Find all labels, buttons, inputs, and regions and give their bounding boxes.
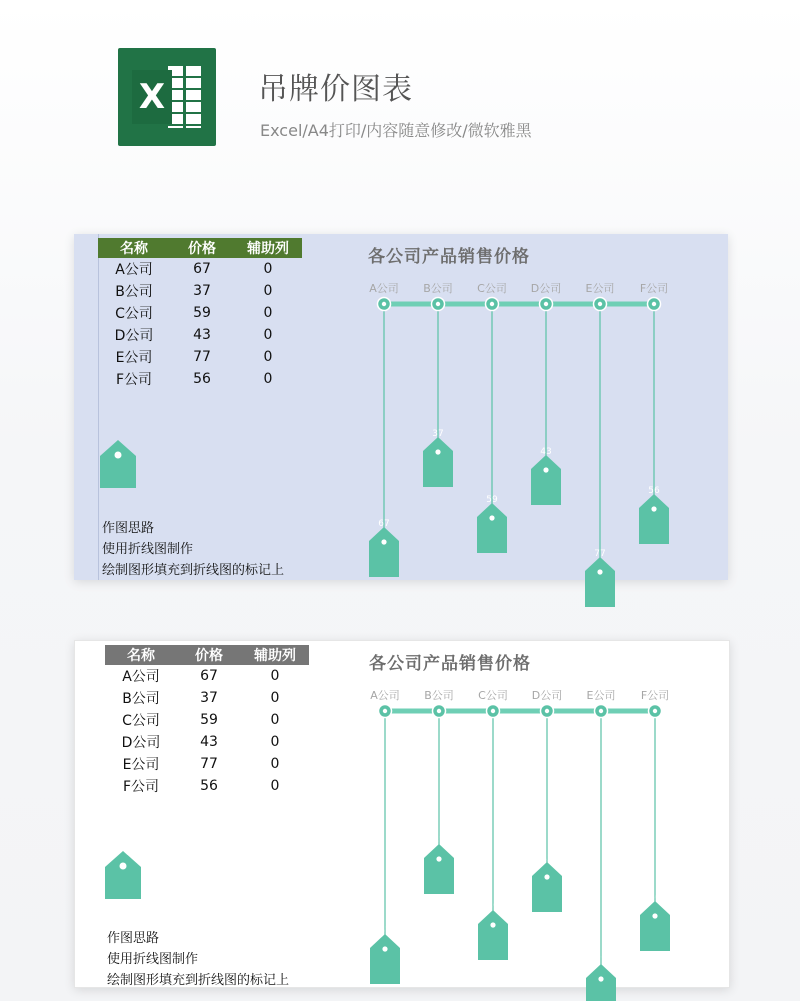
data-label: 37 <box>432 429 444 439</box>
chart-panel-gray <box>74 640 730 988</box>
helper-point-dot <box>491 709 495 713</box>
table-cell[interactable]: A公司 <box>122 669 160 685</box>
table-cell[interactable]: 0 <box>270 712 280 728</box>
category-label: B公司 <box>423 282 453 295</box>
column-header-helper: 辅助列 <box>234 238 302 258</box>
column-header-price: 价格 <box>170 238 234 258</box>
category-label: B公司 <box>424 689 454 702</box>
chart-title: 各公司产品销售价格 <box>368 247 530 267</box>
category-label: C公司 <box>477 282 507 295</box>
table-cell[interactable]: 67 <box>200 668 218 684</box>
hang-tag-chart <box>354 234 724 580</box>
table-cell[interactable]: 56 <box>193 371 211 387</box>
table-row <box>98 368 302 390</box>
table-cell[interactable]: F公司 <box>115 372 153 388</box>
table-row <box>98 280 302 302</box>
table-cell[interactable]: 77 <box>193 349 211 365</box>
table-cell[interactable]: 0 <box>263 283 273 299</box>
table-cell[interactable]: 56 <box>200 778 218 794</box>
price-tag <box>423 437 453 487</box>
helper-point-dot <box>544 302 548 306</box>
table-cell[interactable]: 59 <box>200 712 218 728</box>
price-tag-hole <box>652 913 657 918</box>
table-row <box>105 709 309 731</box>
table-row <box>98 324 302 346</box>
table-cell[interactable]: D公司 <box>121 735 161 751</box>
table-cell[interactable]: 0 <box>270 668 280 684</box>
data-label: 56 <box>648 486 660 496</box>
table-cell[interactable]: 0 <box>263 371 273 387</box>
table-cell[interactable]: 0 <box>270 778 280 794</box>
table-cell[interactable]: 43 <box>200 734 218 750</box>
data-label: 59 <box>487 902 499 912</box>
page-subtitle: Excel/A4打印/内容随意修改/微软雅黑 <box>260 121 532 140</box>
price-tag <box>532 862 562 912</box>
price-tag-hole <box>597 569 602 574</box>
category-label: A公司 <box>370 689 400 702</box>
table-cell[interactable]: F公司 <box>122 779 160 795</box>
data-label: 37 <box>433 836 445 846</box>
price-tag-hole <box>382 946 387 951</box>
data-label: 77 <box>595 956 607 966</box>
note-line: 作图思路 <box>107 931 160 946</box>
price-table <box>98 238 302 390</box>
price-tag-hole <box>435 449 440 454</box>
column-header-name: 名称 <box>98 238 170 258</box>
table-cell[interactable]: 0 <box>263 327 273 343</box>
table-cell[interactable]: D公司 <box>114 328 154 344</box>
price-tag <box>424 844 454 894</box>
table-cell[interactable]: E公司 <box>122 757 160 773</box>
price-tag-hole <box>543 467 548 472</box>
data-label: 56 <box>649 893 661 903</box>
table-row <box>105 753 309 775</box>
price-tag <box>585 557 615 607</box>
table-row <box>98 346 302 368</box>
data-label: 67 <box>378 519 390 529</box>
helper-point-dot <box>652 302 656 306</box>
price-tag-hole <box>490 922 495 927</box>
price-tag-hole <box>436 856 441 861</box>
note-line: 绘制图形填充到折线图的标记上 <box>102 563 285 578</box>
price-tag-hole <box>598 976 603 981</box>
data-label: 67 <box>379 926 391 936</box>
data-label: 43 <box>540 447 552 457</box>
table-cell[interactable]: C公司 <box>122 713 160 729</box>
price-tag-hole <box>651 506 656 511</box>
chart-panel-green <box>74 234 728 580</box>
table-cell[interactable]: 0 <box>270 734 280 750</box>
table-cell[interactable]: B公司 <box>122 691 160 707</box>
table-cell[interactable]: 0 <box>263 261 273 277</box>
table-cell[interactable]: 59 <box>193 305 211 321</box>
helper-point-dot <box>545 709 549 713</box>
category-label: E公司 <box>585 282 615 295</box>
note-line: 作图思路 <box>102 521 155 536</box>
excel-logo-icon <box>118 48 216 146</box>
table-row <box>98 302 302 324</box>
helper-point-dot <box>490 302 494 306</box>
page-title: 吊牌价图表 <box>258 72 413 107</box>
data-label: 59 <box>486 495 498 505</box>
note-line: 使用折线图制作 <box>107 952 199 967</box>
category-label: F公司 <box>640 689 670 702</box>
table-cell[interactable]: 0 <box>263 305 273 321</box>
price-tag-hole <box>544 874 549 879</box>
table-cell[interactable]: 67 <box>193 261 211 277</box>
price-tag <box>369 527 399 577</box>
table-cell[interactable]: B公司 <box>115 284 153 300</box>
category-label: C公司 <box>478 689 508 702</box>
helper-point-dot <box>653 709 657 713</box>
table-cell[interactable]: 43 <box>193 327 211 343</box>
category-label: E公司 <box>586 689 616 702</box>
note-line: 使用折线图制作 <box>102 542 194 557</box>
helper-point-dot <box>599 709 603 713</box>
helper-point-dot <box>382 302 386 306</box>
category-label: D公司 <box>531 689 563 702</box>
table-cell[interactable]: 0 <box>263 349 273 365</box>
price-tag <box>477 503 507 553</box>
table-cell[interactable]: 77 <box>200 756 218 772</box>
price-tag <box>370 934 400 984</box>
price-tag-hole <box>489 515 494 520</box>
chart-title: 各公司产品销售价格 <box>369 654 531 674</box>
excel-x-mark: X <box>132 70 172 124</box>
data-label: 43 <box>541 854 553 864</box>
table-cell[interactable]: 0 <box>270 690 280 706</box>
table-row <box>105 775 309 797</box>
category-label: F公司 <box>639 282 669 295</box>
price-tag <box>478 910 508 960</box>
column-header-price: 价格 <box>177 645 241 665</box>
spreadsheet-grid-icon <box>168 66 204 128</box>
table-cell[interactable]: E公司 <box>115 350 153 366</box>
helper-point-dot <box>598 302 602 306</box>
table-cell[interactable]: 0 <box>270 756 280 772</box>
table-row <box>105 665 309 687</box>
tag-icon <box>103 849 143 901</box>
table-cell[interactable]: A公司 <box>115 262 153 278</box>
table-cell[interactable]: 37 <box>193 283 211 299</box>
table-cell[interactable]: C公司 <box>115 306 153 322</box>
data-label: 77 <box>594 549 606 559</box>
column-header-helper: 辅助列 <box>241 645 309 665</box>
notes <box>102 518 284 581</box>
tag-icon <box>98 438 138 490</box>
price-tag <box>640 901 670 951</box>
note-line: 绘制图形填充到折线图的标记上 <box>107 973 290 988</box>
hang-tag-chart <box>355 641 725 987</box>
table-row <box>105 687 309 709</box>
price-tag <box>531 455 561 505</box>
helper-point-dot <box>383 709 387 713</box>
price-tag <box>639 494 669 544</box>
price-table <box>105 645 309 797</box>
table-cell[interactable]: 37 <box>200 690 218 706</box>
price-tag <box>586 964 616 1001</box>
category-label: A公司 <box>369 282 399 295</box>
table-row <box>105 731 309 753</box>
table-row <box>98 258 302 280</box>
price-tag-hole <box>381 539 386 544</box>
helper-point-dot <box>436 302 440 306</box>
notes <box>107 928 289 991</box>
category-label: D公司 <box>530 282 562 295</box>
column-header-name: 名称 <box>105 645 177 665</box>
helper-point-dot <box>437 709 441 713</box>
